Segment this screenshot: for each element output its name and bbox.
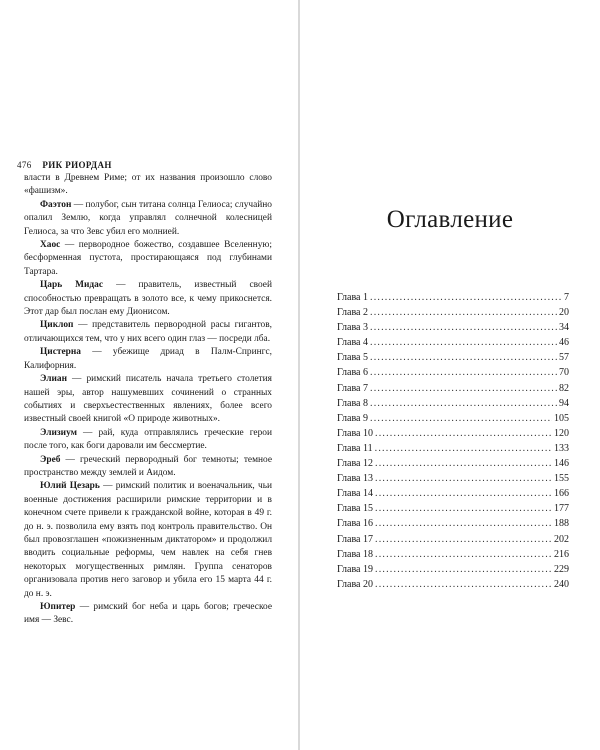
- toc-leader-dots: [375, 456, 552, 471]
- toc-page-number: 34: [559, 322, 569, 334]
- glossary-term: Юлий Цезарь: [40, 481, 100, 492]
- toc-page-number: 146: [554, 458, 569, 470]
- toc-entry[interactable]: [337, 516, 569, 531]
- glossary-text: [24, 172, 272, 628]
- toc-leader-dots: [370, 320, 557, 335]
- toc-chapter-label: Глава 8: [337, 397, 368, 409]
- glossary-term: Хаос: [40, 240, 61, 251]
- toc-entry[interactable]: [337, 305, 569, 320]
- toc-leader-dots: [370, 335, 557, 350]
- toc-entry[interactable]: [337, 396, 569, 411]
- toc-entry[interactable]: [337, 471, 569, 486]
- toc-entry[interactable]: [337, 577, 569, 592]
- toc-entry[interactable]: [337, 335, 569, 350]
- toc-chapter-label: Глава 18: [337, 548, 373, 560]
- toc-page-number: 46: [559, 337, 569, 349]
- toc-chapter-label: Глава 3: [337, 322, 368, 334]
- running-head: [17, 160, 112, 170]
- glossary-term: Юпитер: [40, 602, 76, 612]
- toc-chapter-label: Глава 4: [337, 337, 368, 349]
- toc-page-number: 166: [554, 488, 569, 500]
- glossary-term: Цистерна: [40, 347, 81, 358]
- glossary-entry: Цистерна — убежище дриад в Палм-Спрингс, Калифорния.: [24, 347, 272, 371]
- toc-page-number: 155: [554, 473, 569, 485]
- toc-leader-dots: [370, 396, 557, 411]
- toc-page-number: 216: [554, 548, 569, 560]
- toc-page-number: 57: [559, 352, 569, 364]
- glossary-entry: Царь Мидас — правитель, известный своей способностью превращать в золото все, к чему прикоснется. Этот дар был послан ему Дионисом.: [24, 280, 272, 318]
- glossary-term: Циклоп: [40, 320, 74, 331]
- toc-page-number: 240: [554, 578, 569, 590]
- toc-leader-dots: [375, 426, 552, 441]
- glossary-term: Фаэтон: [40, 199, 72, 210]
- toc-chapter-label: Глава 9: [337, 412, 368, 424]
- toc-leader-dots: [370, 365, 557, 380]
- toc-entry[interactable]: [337, 381, 569, 396]
- toc-entry[interactable]: [337, 547, 569, 562]
- toc-chapter-label: Глава 14: [337, 488, 373, 500]
- glossary-entry: Юлий Цезарь — римский политик и военачальник, чьи военные достижения расширили римские территории и в конечном счете привели к гражданской войне, которая в 49 г. до н. э. позволила ему взять под контроль правительство. Он был провозглашен «пожизненным диктатором» и продолжил вводить социальные реформы, чем навлек на себя гнев некоторых могущественных римлян. Группа сенаторов организовала против него заговор и убила его 15 марта 44 г. до н. э.: [24, 481, 272, 599]
- toc-page-number: 202: [554, 533, 569, 545]
- glossary-entry: Хаос — первородное божество, создавшее Вселенную; бесформенная пустота, простирающаяся под глубинами Тартара.: [24, 240, 272, 277]
- glossary-term: Элиан: [40, 374, 67, 385]
- toc-chapter-label: Глава 12: [337, 458, 373, 470]
- glossary-entry: Юпитер — римский бог неба и царь богов; греческое имя — Зевс.: [24, 602, 272, 626]
- toc-page-number: 188: [554, 518, 569, 530]
- toc-chapter-label: Глава 17: [337, 533, 373, 545]
- author-name: РИК РИОРДАН: [42, 160, 112, 170]
- left-page: [0, 0, 299, 750]
- toc-leader-dots: [375, 471, 552, 486]
- toc-leader-dots: [375, 516, 552, 531]
- toc-leader-dots: [375, 532, 552, 547]
- toc-entry[interactable]: [337, 486, 569, 501]
- toc-leader-dots: [375, 501, 552, 516]
- toc-entry[interactable]: [337, 441, 569, 456]
- toc-chapter-label: Глава 15: [337, 503, 373, 515]
- toc-entry[interactable]: [337, 411, 569, 426]
- toc-page-number: 133: [554, 442, 569, 454]
- glossary-term: Царь Мидас: [40, 280, 104, 291]
- toc-page-number: 105: [554, 412, 569, 424]
- glossary-entry: Фаэтон — полубог, сын титана солнца Гелиоса; случайно опалил Землю, когда управлял солнечной колесницей Гелиоса, за что Зевс убил его молнией.: [24, 199, 272, 237]
- toc-entry[interactable]: [337, 350, 569, 365]
- toc-chapter-label: Глава 19: [337, 563, 373, 575]
- toc-page-number: 7: [564, 292, 569, 303]
- toc-chapter-label: Глава 10: [337, 427, 373, 439]
- toc-leader-dots: [370, 381, 557, 396]
- toc-leader-dots: [370, 290, 562, 305]
- toc-leader-dots: [375, 577, 552, 592]
- toc-entry[interactable]: [337, 320, 569, 335]
- glossary-entry: Эреб — греческий первородный бог темноты; темное пространство между землей и Аидом.: [24, 454, 272, 478]
- toc-entry[interactable]: [337, 426, 569, 441]
- toc-entry[interactable]: [337, 501, 569, 516]
- toc-page-number: 82: [559, 382, 569, 394]
- toc-chapter-label: Глава 16: [337, 518, 373, 530]
- toc-leader-dots: [375, 547, 552, 562]
- glossary-paragraph: власти в Древнем Риме; от их названия произошло слово «фашизм».: [24, 173, 272, 197]
- toc-page-number: 120: [554, 427, 569, 439]
- glossary-term: Элизиум: [40, 427, 78, 438]
- toc-page-number: 229: [554, 563, 569, 575]
- toc-page-number: 94: [559, 397, 569, 409]
- toc-page-number: 177: [554, 503, 569, 515]
- toc-leader-dots: [370, 350, 557, 365]
- toc-chapter-label: Глава 20: [337, 578, 373, 590]
- toc-entry[interactable]: [337, 365, 569, 380]
- glossary-entry: Элизиум — рай, куда отправлялись греческие герои после того, как боги даровали им бессмертие.: [24, 427, 272, 452]
- toc-entry[interactable]: [337, 456, 569, 471]
- glossary-entry: Циклоп — представитель первородной расы гигантов, отличающихся тем, что у них всего один глаз — посреди лба.: [24, 320, 272, 344]
- table-of-contents: [337, 290, 569, 592]
- toc-entry[interactable]: [337, 562, 569, 577]
- toc-chapter-label: Глава 1: [337, 292, 368, 303]
- toc-entry[interactable]: [337, 290, 569, 305]
- toc-leader-dots: [375, 441, 552, 456]
- toc-chapter-label: Глава 5: [337, 352, 368, 364]
- toc-entry[interactable]: [337, 532, 569, 547]
- toc-chapter-label: Глава 6: [337, 367, 368, 379]
- toc-leader-dots: [375, 486, 552, 501]
- page-number: 476: [17, 160, 32, 170]
- toc-title: Оглавление: [386, 206, 514, 233]
- toc-chapter-label: Глава 7: [337, 382, 368, 394]
- toc-chapter-label: Глава 13: [337, 473, 373, 485]
- toc-leader-dots: [370, 305, 557, 320]
- toc-page-number: 70: [559, 367, 569, 379]
- glossary-term: Эреб: [40, 454, 61, 465]
- toc-chapter-label: Глава 2: [337, 307, 368, 319]
- glossary-entry: Элиан — римский писатель начала третьего столетия нашей эры, автор нашумевших сочинений о странных событиях и сверхъестественных явлениях, более всего известный своей книгой «О природе животных».: [24, 374, 272, 425]
- toc-chapter-label: Глава 11: [337, 442, 373, 454]
- toc-leader-dots: [375, 562, 552, 577]
- toc-page-number: 20: [559, 307, 569, 319]
- toc-leader-dots: [370, 411, 552, 426]
